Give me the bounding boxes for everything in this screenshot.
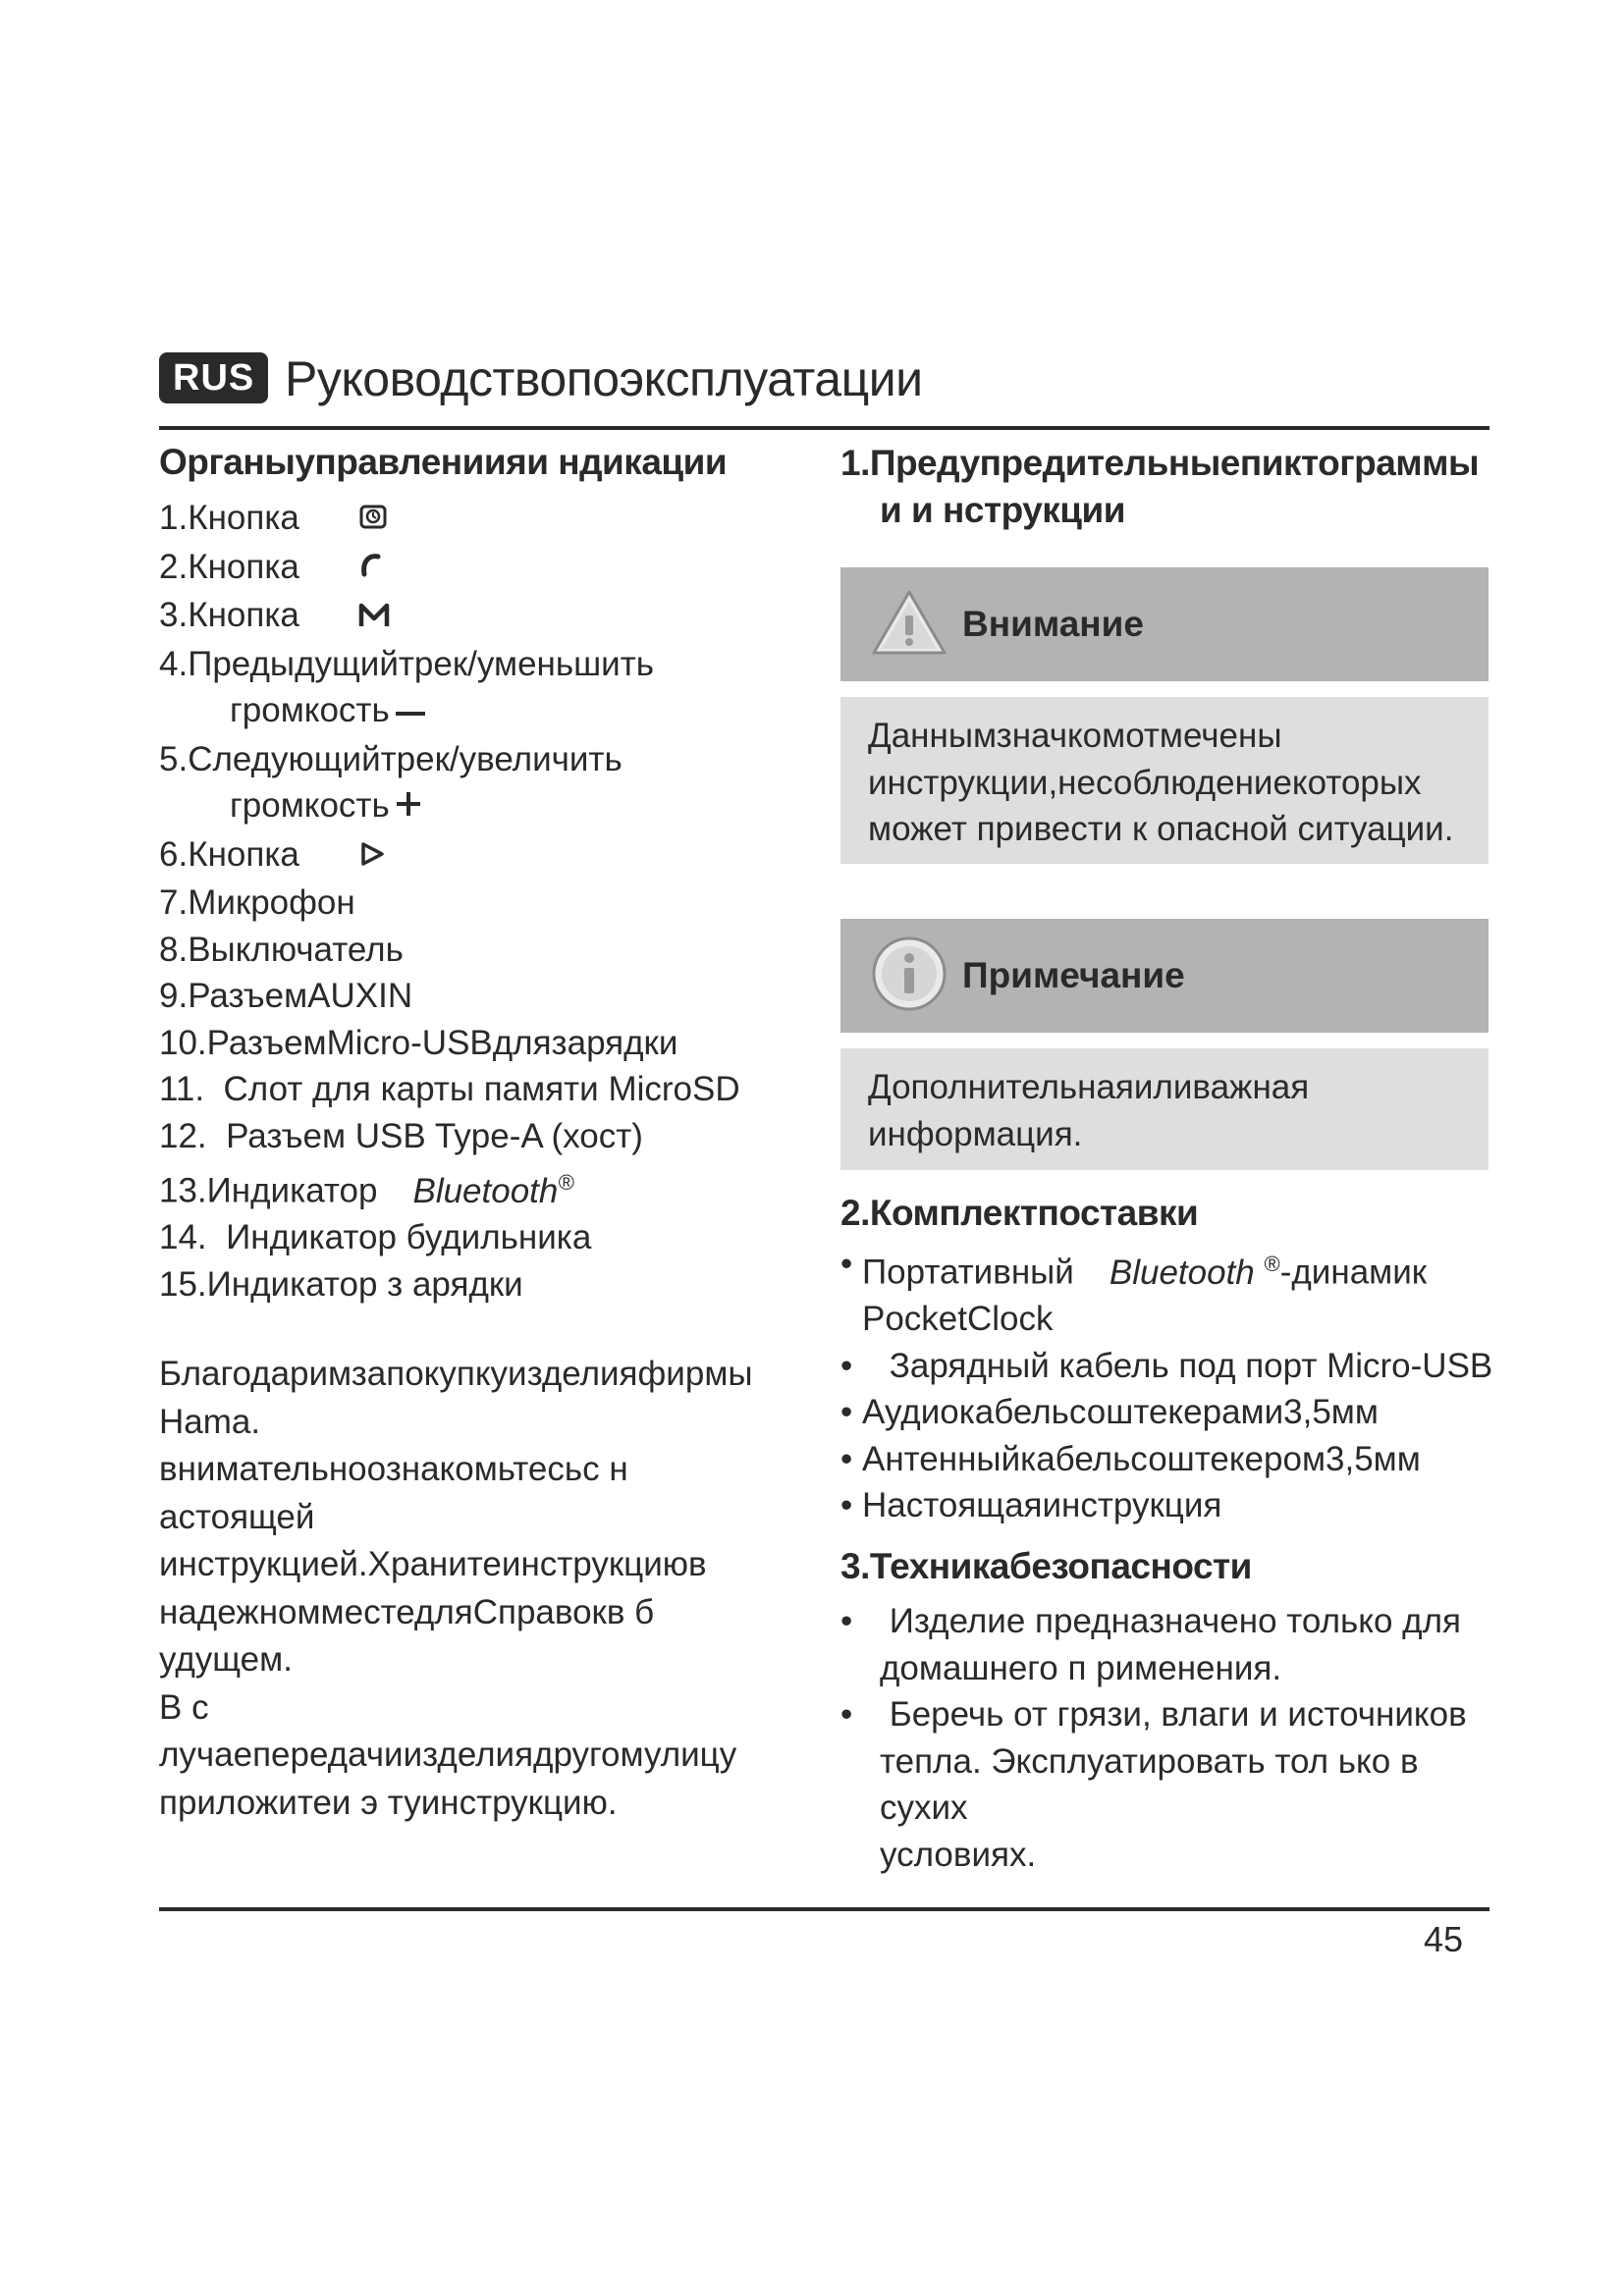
safety-item: • Беречь от грязи, влаги и источников тепла. Эксплуатировать тол ько в сухих условиях.	[840, 1691, 1489, 1878]
thanks-paragraph	[159, 1351, 787, 1827]
note-label: Примечание	[962, 955, 1185, 995]
warning-body	[840, 697, 1489, 864]
control-item-2: 2.Кнопка	[159, 544, 787, 593]
section-3	[840, 1543, 1489, 1878]
thanks-line: надежномместедляСправокв б удущем.	[159, 1592, 655, 1680]
control-item-13: 13.Индикатор Bluetooth®	[159, 1170, 574, 1210]
language-badge: RUS	[159, 352, 268, 403]
control-item-12: 12. Разъем USB Type-A (хост)	[159, 1116, 643, 1155]
note-header	[840, 919, 1489, 1033]
left-column	[159, 440, 787, 1827]
note-body	[840, 1048, 1489, 1170]
control-item-3: 3.Кнопка	[159, 592, 787, 641]
control-item-1: 1.Кнопка	[159, 495, 787, 544]
control-item-6: 6.Кнопка	[159, 831, 787, 881]
thanks-line: инструкцией.Хранитеинструкциюв	[159, 1545, 707, 1584]
package-item: • Зарядный кабель под порт Micro-USB	[840, 1343, 1489, 1390]
thanks-line: В с лучаепередачиизделиядругомулицу	[159, 1687, 737, 1775]
thanks-line: приложитеи э туинструкцию.	[159, 1783, 618, 1822]
bluetooth-text: Bluetooth	[412, 1171, 559, 1210]
section-2	[840, 1190, 1493, 1529]
note-text-line: информация.	[868, 1114, 1083, 1153]
footer-divider	[159, 1907, 1489, 1911]
warning-triangle-icon	[870, 588, 948, 662]
control-item-15: 15.Индикатор з арядки	[159, 1264, 523, 1304]
section-2-title: 2.Комплектпоставки	[840, 1193, 1199, 1233]
package-item: • Аудиокабельсоштекерами3,5мм	[840, 1389, 1489, 1436]
control-item-10: 10.РазъемMicro-USBдлязарядки	[159, 1023, 678, 1062]
control-item-14: 14. Индикатор будильника	[159, 1218, 592, 1257]
warning-header	[840, 567, 1489, 681]
thanks-line: внимательноознакомьтесьс н астоящей	[159, 1450, 628, 1536]
registered-mark: ®	[1264, 1252, 1280, 1276]
mode-m-icon	[358, 594, 390, 641]
controls-heading: Органыуправлениияи ндикации	[159, 442, 728, 482]
document-header	[159, 348, 1489, 427]
safety-item: • Изделие предназначено только для домашнего п рименения.	[840, 1598, 1489, 1691]
registered-mark: ®	[558, 1170, 574, 1195]
control-item-4: 4.Предыдущийтрек/уменьшить громкость	[159, 641, 787, 736]
warning-text-line: Даннымзначкомотмечены	[868, 717, 1282, 755]
document-title: Руководствопоэксплуатации	[285, 351, 923, 406]
control-item-11: 11. Слот для карты памяти MicroSD	[159, 1070, 740, 1108]
play-icon	[358, 833, 386, 881]
phone-handset-icon	[358, 546, 384, 593]
warning-text-line: может привести к опасной ситуации.	[868, 810, 1454, 848]
thanks-line: Благодаримзапокупкуизделияфирмы	[159, 1355, 753, 1394]
controls-list	[159, 495, 787, 1308]
section-3-title: 3.Техникабезопасности	[840, 1546, 1252, 1586]
plus-icon	[394, 784, 423, 831]
control-item-7: 7.Микрофон	[159, 883, 355, 922]
info-circle-icon	[870, 934, 948, 1018]
control-item-5: 5.Следующийтрек/увеличить громкость	[159, 736, 787, 831]
warning-label: Внимание	[962, 604, 1144, 644]
package-item: • Портативный Bluetooth ®-динамик PocketClock	[840, 1241, 1489, 1343]
package-item: • Настоящаяинструкция	[840, 1482, 1489, 1529]
control-item-9: 9.РазъемAUXIN	[159, 977, 413, 1015]
minus-icon	[394, 689, 427, 736]
bluetooth-text: Bluetooth	[1109, 1253, 1255, 1292]
header-divider	[159, 426, 1489, 430]
section-1-title: 1.Предупредительныепиктограммы и и нструкции	[840, 443, 1480, 530]
page-number: 45	[1424, 1919, 1464, 1959]
safety-list	[840, 1598, 1489, 1878]
thanks-line: Hama.	[159, 1402, 261, 1441]
right-column	[840, 440, 1489, 534]
package-item: • Антенныйкабельсоштекером3,5мм	[840, 1436, 1489, 1483]
note-text-line: Дополнительнаяиливажная	[868, 1068, 1310, 1106]
package-contents-list	[840, 1241, 1493, 1529]
warning-text-line: инструкции,несоблюдениекоторых	[868, 763, 1422, 802]
alarm-clock-icon	[358, 497, 388, 544]
control-item-8: 8.Выключатель	[159, 930, 404, 969]
